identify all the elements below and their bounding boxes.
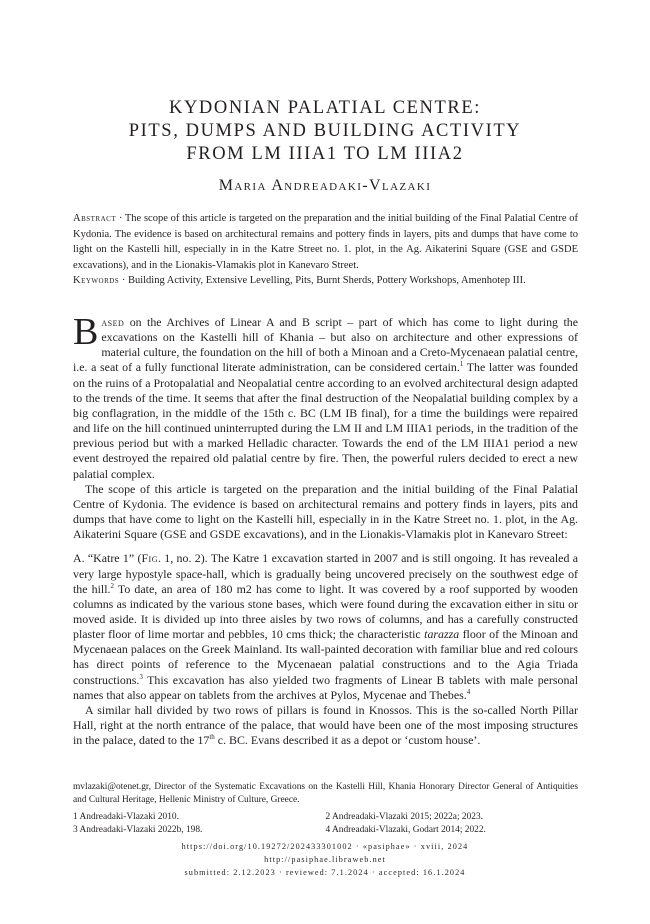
- footnote-ref-3[interactable]: 3: [139, 672, 143, 681]
- footnote-ref-1[interactable]: 1: [459, 360, 464, 369]
- title-line-2: PITS, DUMPS AND BUILDING ACTIVITY: [128, 121, 522, 141]
- keywords-text: · Building Activity, Extensive Levelling, Pits, Burnt Sherds, Pottery Workshops, Amenhotep III.: [119, 275, 526, 287]
- drop-cap: B: [73, 311, 99, 353]
- abstract-text: · The scope of this article is targeted on the preparation and the initial building of the Final Palatial Centre of Kydonia. The evidence is based on architectural remains and pottery finds in layers, pits and dumps that have come to light on the Kastelli hill, especially in in the Katre Street no. 1. plot, in the Ag. Aikaterini Square (GSE and GSDE excavations), and in the Lionakis-Vlamakis plot in Kanevaro Street.: [73, 213, 578, 271]
- body-text: . 1, no. 2). The Katre 1 excavation started in 2007 and is still ongoing. It has revealed a very large hypostyle space-hall, which is gradually being uncovered precisely on the southwest edge of the hill.: [73, 551, 579, 596]
- footnote-2: 2 Andreadaki-Vlazaki 2015; 2022a; 2023.: [325, 811, 484, 822]
- italic-term: tarazza: [424, 627, 460, 642]
- body-text: This excavation has also yielded two fragments of Linear B tablets with male personal names that also appear on tablets from the archives at Pylos, Mycenae and Thebes.: [73, 672, 578, 702]
- abstract-block: [73, 211, 578, 289]
- body-text: The latter was founded on the ruins of a Protopalatial and Neopalatial centre according to an evolved architectural design adapted to the trends of the time. It seems that after the final destruction of the Neopalatial building complex by a big conflagration, in the middle of the 15th c. BC (LM IB final), for a time the buildings were repaired and life on the hill continued uninterrupted during the LM II and LM IIIA1 periods, in the tradition of the previous period but with a marked Helladic character. Towards the end of the LM IIIA1 period a new event destroyed the repaired old palatial centre by fire. Then, the powerful rulers decided to erect a new palatial complex.: [73, 360, 578, 481]
- body-text: A similar hall divided by two rows of pillars is found in Knossos. This is the so-called North Pillar Hall, right at the north entrance of the palace, that would have been one of the most imposing structures in the palace, dated to the 17: [73, 702, 578, 748]
- footnote-4: 4 Andreadaki-Vlazaki, Godart 2014; 2022.: [325, 824, 486, 835]
- body-paragraph-3: [73, 551, 578, 703]
- author-name: Maria Andreadaki-Vlazaki: [218, 177, 432, 194]
- superscript-th: th: [209, 733, 215, 742]
- journal-url[interactable]: http://pasiphae.libraweb.net: [264, 855, 386, 864]
- footnote-row: [73, 811, 578, 824]
- footnotes: [73, 781, 578, 837]
- author-affiliation: mvlazaki@otenet.gr, Director of the Systematic Excavations on the Kastelli Hill, Khania Honorary Director General of Antiquities and Cultural Heritage, Hellenic Ministry of Culture, Greece.: [73, 782, 578, 806]
- footnote-3: 3 Andreadaki-Vlazaki 2022b, 198.: [73, 824, 203, 835]
- figure-ref[interactable]: Fig: [141, 551, 158, 566]
- keywords-paragraph: [73, 273, 578, 289]
- keywords-label: Keywords: [73, 275, 120, 287]
- body-paragraph-4: [73, 703, 578, 748]
- submission-dates: submitted: 2.12.2023 · reviewed: 7.1.2024 · accepted: 16.1.2024: [184, 868, 466, 877]
- article-body: [73, 311, 579, 748]
- opening-small-caps: ased: [101, 315, 125, 329]
- abstract-label: Abstract: [73, 213, 117, 224]
- footnote-row: [73, 824, 578, 837]
- abstract-paragraph: [73, 211, 578, 273]
- body-text: c. BC. Evans described it as a depot or ‘custom house’.: [214, 733, 481, 748]
- body-text: on the Archives of Linear A and B script – part of which has come to light during the excavations on the Kastelli hill of Khania – but also on architecture and other expressions of material culture, the foundation on the hill of both a Minoan and a Creto-Mycenaean palatial centre, i.e. a seat of a fully functional literate administration, can be considered certain.: [73, 315, 578, 375]
- body-text: To date, an area of 180 m2 has come to light. It was covered by a roof supported by wooden columns as indicated by the various stone bases, which were found during the excavation either in situ or moved aside. It is divided up into three aisles by two rows of columns, and has a carefully constructed plaster floor of lime mortar and pebbles, 10 cms thick; the characteristic: [73, 581, 579, 642]
- page-footer: [0, 840, 650, 879]
- body-paragraph-2: The scope of this article is targeted on the preparation and the initial building of the Final Palatial Centre of Kydonia. The evidence is based on architectural remains and pottery finds in layers, pits and dumps that have come to light on the Kastelli hill, especially in in the Katre Street no. 1. plot, in the Ag. Aikaterini Square (GSE and GSDE excavations), and in the Lionakis-Vlamakis plot in Kanevaro Street:: [73, 481, 578, 542]
- footnote-ref-2[interactable]: 2: [110, 581, 114, 590]
- title-line-3: FROM LM IIIA1 TO LM IIIA2: [186, 144, 464, 164]
- doi-line[interactable]: https://doi.org/10.19272/202433301002 · «pasiphae» · xviii, 2024: [181, 842, 469, 851]
- footnote-ref-4[interactable]: 4: [466, 687, 471, 696]
- body-paragraph-1: [73, 311, 578, 482]
- footnote-1: 1 Andreadaki-Vlazaki 2010.: [73, 811, 179, 822]
- article-title: [0, 97, 650, 166]
- title-line-1: KYDONIAN PALATIAL CENTRE:: [168, 98, 481, 118]
- body-text: A. “Katre 1” (: [73, 551, 142, 566]
- body-text: floor of the Minoan and Mycenaean palaces on the Greek Mainland. Its wall-painted decoration with familiar blue and red colours has direct points of reference to the Mycenaean palatial constructions and to the Agia Triada constructions.: [73, 627, 578, 687]
